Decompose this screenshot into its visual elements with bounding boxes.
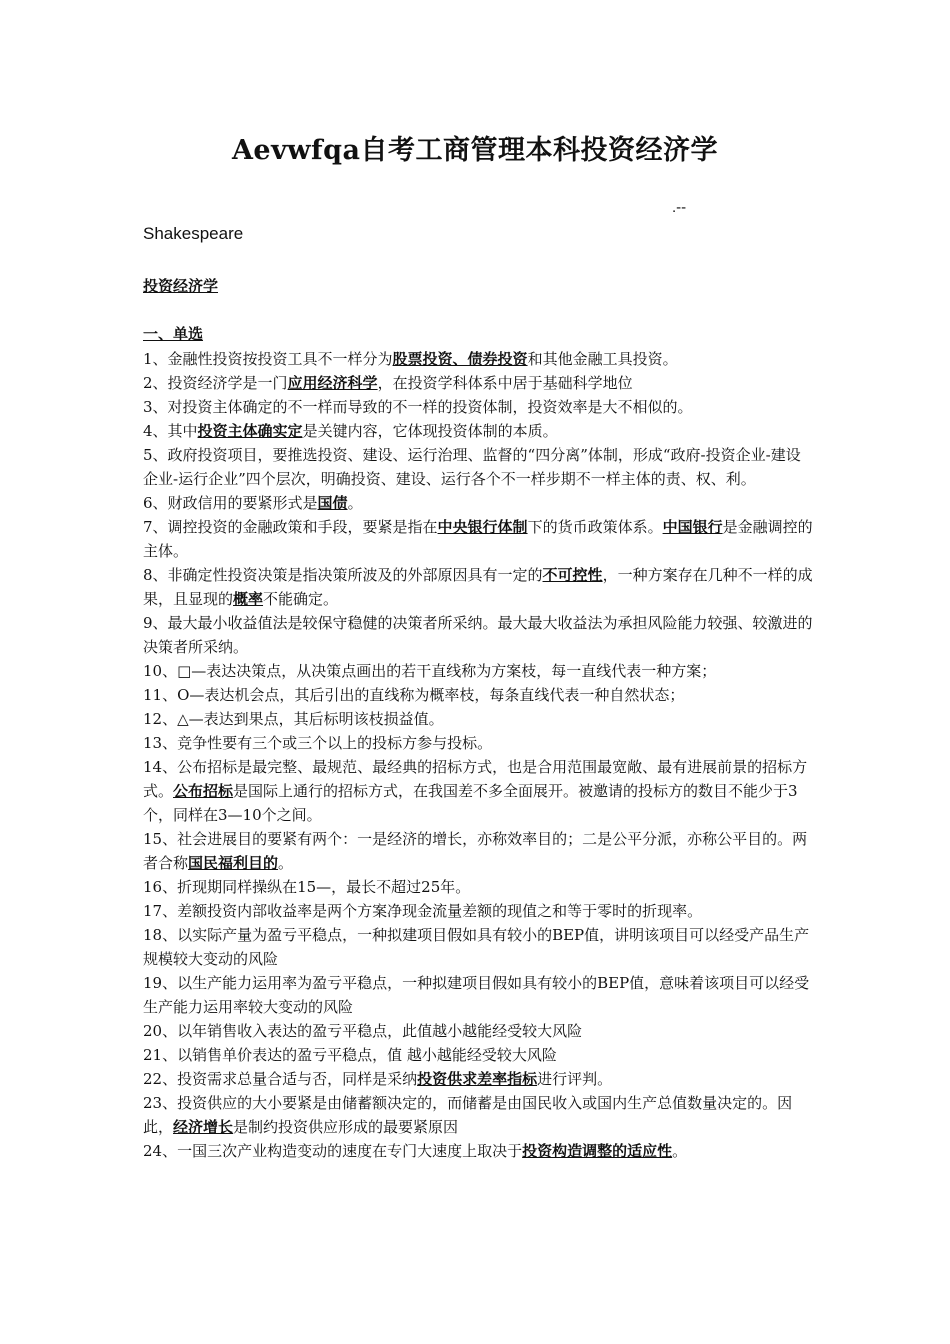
list-item (143, 1139, 813, 1163)
item-text: 10、□—表达决策点，从决策点画出的若干直线称为方案枝，每一直线代表一种方案； (143, 662, 717, 680)
item-text: 。 (347, 494, 363, 512)
author-name: Shakespeare (143, 224, 244, 243)
list-item (143, 659, 813, 683)
item-text: 11、O—表达机会点，其后引出的直线称为概率枝，每条直线代表一种自然状态； (143, 686, 685, 704)
item-text: 13、竞争性要有三个或三个以上的投标方参与投标。 (143, 734, 493, 752)
key-term: 投资供求差率指标 (417, 1070, 538, 1088)
item-text: 下的货币政策体系。 (527, 518, 663, 536)
list-item (143, 683, 813, 707)
item-text: 21、以销售单价表达的盈亏平稳点，值 越小越能经受较大风险 (143, 1046, 557, 1064)
item-text: 24、一国三次产业构造变动的速度在专门大速度上取决于 (143, 1142, 523, 1160)
list-item (143, 899, 813, 923)
item-text: 是制约投资供应形成的最要紧原因 (233, 1118, 459, 1136)
list-item (143, 371, 813, 395)
item-text: 5、政府投资项目，要推选投资、建设、运行治理、监督的“四分离”体制，形成“政府-投资企业-建设企业-运行企业”四个层次，明确投资、建设、运行各个不一样步期不一样主体的责、权、利。 (143, 446, 801, 488)
item-text: 23、投资供应的大小要紧是由储蓄额决定的，而储蓄是由国民收入或国内生产总值数量决定的。因此， (143, 1094, 793, 1136)
list-item (143, 395, 813, 419)
key-term: 国民福利目的 (188, 854, 279, 872)
list-item (143, 563, 813, 611)
item-text: 3、对投资主体确定的不一样而导致的不一样的投资体制，投资效率是大不相似的。 (143, 398, 693, 416)
list-item (143, 1043, 813, 1067)
list-item (143, 827, 813, 875)
key-term: 应用经济科学 (287, 374, 378, 392)
item-text: 是国际上通行的招标方式，在我国差不多全面展开。被邀请的投标方的数目不能少于3个，同样在3—10个之间。 (143, 782, 798, 824)
list-item (143, 1091, 813, 1139)
list-item (143, 707, 813, 731)
item-text: 4、其中 (143, 422, 198, 440)
list-item (143, 1019, 813, 1043)
item-text: 2、投资经济学是一门 (143, 374, 288, 392)
item-text: ，一种方案存在几种不一样的成果，且显现的 (143, 566, 813, 608)
item-text: 20、以年销售收入表达的盈亏平稳点，此值越小越能经受较大风险 (143, 1022, 583, 1040)
item-text: 18、以实际产量为盈亏平稳点，一种拟建项目假如具有较小的BEP值，讲明该项目可以经受产品生产规模较大变动的风险 (143, 926, 810, 968)
key-term: 中国银行 (662, 518, 723, 536)
item-text: 9、最大最小收益值法是较保守稳健的决策者所采纳。最大最大收益法为承担风险能力较强、较激进的决策者所采纳。 (143, 614, 813, 656)
item-text: 是关键内容，它体现投资体制的本质。 (302, 422, 558, 440)
section-title: 投资经济学 (143, 277, 219, 295)
item-text: 19、以生产能力运用率为盈亏平稳点，一种拟建项目假如具有较小的BEP值，意味着该项目可以经受生产能力运用率较大变动的风险 (143, 974, 810, 1016)
list-item (143, 731, 813, 755)
list-item (143, 611, 813, 659)
item-text: 8、非确定性投资决策是指决策所波及的外部原因具有一定的 (143, 566, 543, 584)
key-term: 投资主体确实定 (197, 422, 303, 440)
subsection-title: 一、单选 (143, 325, 204, 343)
list-item (143, 347, 813, 371)
key-term: 投资构造调整的适应性 (522, 1142, 673, 1160)
item-text: 15、社会进展目的要紧有两个：一是经济的增长，亦称效率目的；二是公平分派，亦称公平目的。两者合称 (143, 830, 808, 872)
document-title: Aevwfqa自考工商管理本科投资经济学 (231, 135, 719, 166)
item-text: 进行评判。 (537, 1070, 613, 1088)
list-item (143, 443, 813, 491)
list-item (143, 755, 813, 827)
key-term: 公布招标 (173, 782, 234, 800)
list-item (143, 1067, 813, 1091)
list-item (143, 971, 813, 1019)
question-list (143, 347, 813, 1163)
key-term: 国债 (317, 494, 348, 512)
item-text: 17、差额投资内部收益率是两个方案净现金流量差额的现值之和等于零时的折现率。 (143, 902, 703, 920)
item-text: 16、折现期同样操纵在15—，最长不超过25年。 (143, 878, 471, 896)
item-text: 。 (278, 854, 294, 872)
item-text: 6、财政信用的要紧形式是 (143, 494, 318, 512)
item-text: 。 (672, 1142, 688, 1160)
item-text: 不能确定。 (263, 590, 339, 608)
list-item (143, 419, 813, 443)
item-text: ，在投资学科体系中居于基础科学地位 (377, 374, 633, 392)
key-term: 股票投资、债券投资 (392, 350, 528, 368)
list-item (143, 515, 813, 563)
item-text: 1、金融性投资按投资工具不一样分为 (143, 350, 393, 368)
item-text: 和其他金融工具投资。 (527, 350, 678, 368)
item-text: 14、公布招标是最完整、最规范、最经典的招标方式，也是合用范围最宽敞、最有进展前景的招标方式。 (143, 758, 808, 800)
key-term: 不可控性 (542, 566, 603, 584)
dash-mark: .-- (672, 199, 687, 216)
key-term: 经济增长 (173, 1118, 234, 1136)
item-text: 7、调控投资的金融政策和手段，要紧是指在 (143, 518, 438, 536)
list-item (143, 875, 813, 899)
item-text: 22、投资需求总量合适与否，同样是采纳 (143, 1070, 418, 1088)
list-item (143, 491, 813, 515)
item-text: 是金融调控的主体。 (143, 518, 813, 560)
key-term: 概率 (233, 590, 264, 608)
list-item (143, 923, 813, 971)
key-term: 中央银行体制 (437, 518, 528, 536)
item-text: 12、△—表达到果点，其后标明该枝损益值。 (143, 710, 444, 728)
